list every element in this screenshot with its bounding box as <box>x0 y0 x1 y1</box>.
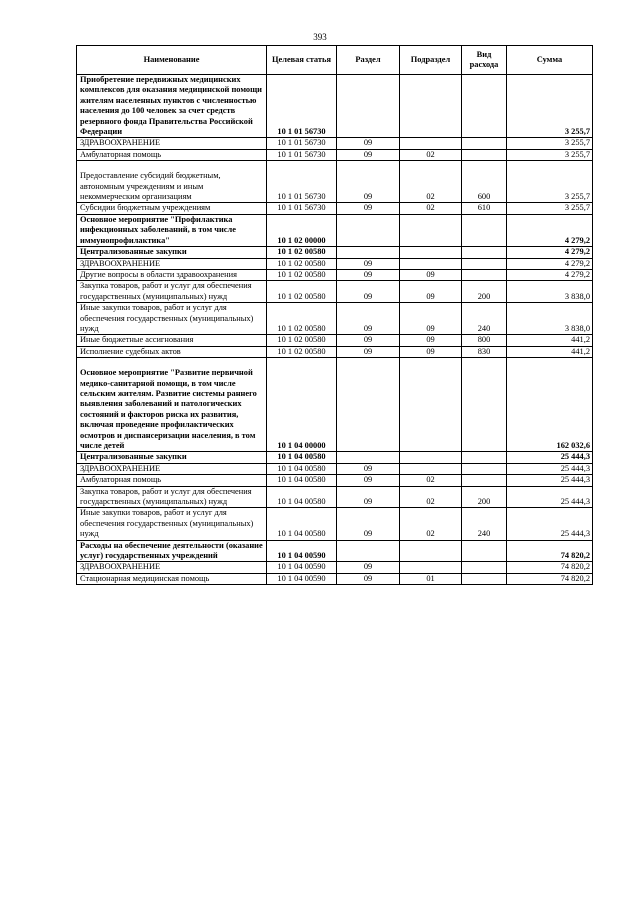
cell-name: ЗДРАВООХРАНЕНИЕ <box>77 258 267 269</box>
cell-name: Субсидии бюджетным учреждениям <box>77 203 267 214</box>
cell-code: 10 1 04 00580 <box>267 463 337 474</box>
table-row <box>77 161 593 203</box>
cell-expense-type: 240 <box>462 508 507 540</box>
cell-code: 10 1 04 00580 <box>267 475 337 486</box>
cell-name: Централизованные закупки <box>77 247 267 258</box>
cell-name: Другие вопросы в области здравоохранения <box>77 269 267 280</box>
table-row <box>77 463 593 474</box>
cell-amount: 4 279,2 <box>507 269 593 280</box>
table-body <box>77 75 593 585</box>
cell-amount: 4 279,2 <box>507 214 593 246</box>
header-name: Наименование <box>77 46 267 75</box>
cell-section: 09 <box>337 161 400 203</box>
header-subsection: Подраздел <box>400 46 462 75</box>
cell-section: 09 <box>337 463 400 474</box>
cell-subsection <box>400 358 462 452</box>
cell-amount: 3 255,7 <box>507 161 593 203</box>
page-number: 393 <box>313 32 327 42</box>
cell-code: 10 1 02 00580 <box>267 258 337 269</box>
cell-expense-type: 610 <box>462 203 507 214</box>
cell-subsection: 02 <box>400 508 462 540</box>
cell-section <box>337 247 400 258</box>
cell-amount: 4 279,2 <box>507 258 593 269</box>
cell-expense-type <box>462 463 507 474</box>
cell-expense-type <box>462 247 507 258</box>
cell-section: 09 <box>337 138 400 149</box>
table-row <box>77 138 593 149</box>
table-row <box>77 335 593 346</box>
cell-subsection: 09 <box>400 335 462 346</box>
cell-amount: 25 444,3 <box>507 475 593 486</box>
cell-subsection <box>400 540 462 562</box>
cell-name: Исполнение судебных актов <box>77 346 267 357</box>
cell-expense-type: 200 <box>462 486 507 508</box>
table-row <box>77 486 593 508</box>
cell-code: 10 1 02 00580 <box>267 247 337 258</box>
header-section: Раздел <box>337 46 400 75</box>
table-row <box>77 75 593 138</box>
table-row <box>77 149 593 160</box>
cell-expense-type: 800 <box>462 335 507 346</box>
cell-subsection: 02 <box>400 486 462 508</box>
cell-section <box>337 540 400 562</box>
cell-name: ЗДРАВООХРАНЕНИЕ <box>77 138 267 149</box>
header-row <box>77 46 593 75</box>
cell-name: Амбулаторная помощь <box>77 149 267 160</box>
cell-amount: 25 444,3 <box>507 463 593 474</box>
cell-code: 10 1 02 00580 <box>267 346 337 357</box>
cell-section: 09 <box>337 508 400 540</box>
cell-expense-type <box>462 269 507 280</box>
cell-amount: 25 444,3 <box>507 452 593 463</box>
cell-section: 09 <box>337 475 400 486</box>
cell-code: 10 1 04 00000 <box>267 358 337 452</box>
cell-expense-type <box>462 138 507 149</box>
header-expense-type: Вид расхода <box>462 46 507 75</box>
cell-expense-type <box>462 540 507 562</box>
cell-subsection: 09 <box>400 281 462 303</box>
cell-section: 09 <box>337 562 400 573</box>
cell-subsection: 02 <box>400 149 462 160</box>
cell-expense-type: 200 <box>462 281 507 303</box>
cell-section: 09 <box>337 486 400 508</box>
table-row <box>77 281 593 303</box>
cell-name: Амбулаторная помощь <box>77 475 267 486</box>
cell-amount: 4 279,2 <box>507 247 593 258</box>
cell-subsection: 09 <box>400 269 462 280</box>
cell-name: Предоставление субсидий бюджетным, автономным учреждениям и иным некоммерческим организациям <box>77 161 267 203</box>
table-row <box>77 269 593 280</box>
cell-code: 10 1 02 00580 <box>267 335 337 346</box>
cell-amount: 3 255,7 <box>507 138 593 149</box>
budget-table <box>76 45 593 585</box>
cell-expense-type <box>462 149 507 160</box>
cell-name: Иные бюджетные ассигнования <box>77 335 267 346</box>
cell-code: 10 1 01 56730 <box>267 75 337 138</box>
cell-name: Приобретение передвижных медицинских комплексов для оказания медицинской помощи жителям населенных пунктов с численностью населения до 100 человек за счет средств резервного фонда Правительства Российской Федерации <box>77 75 267 138</box>
cell-subsection <box>400 247 462 258</box>
cell-section: 09 <box>337 335 400 346</box>
cell-expense-type: 600 <box>462 161 507 203</box>
cell-section: 09 <box>337 203 400 214</box>
cell-subsection <box>400 138 462 149</box>
cell-section <box>337 358 400 452</box>
cell-amount: 3 838,0 <box>507 303 593 335</box>
table-row <box>77 258 593 269</box>
table-row <box>77 573 593 584</box>
cell-section <box>337 214 400 246</box>
cell-code: 10 1 01 56730 <box>267 161 337 203</box>
cell-name: ЗДРАВООХРАНЕНИЕ <box>77 562 267 573</box>
cell-code: 10 1 02 00000 <box>267 214 337 246</box>
cell-code: 10 1 02 00580 <box>267 303 337 335</box>
cell-section: 09 <box>337 281 400 303</box>
cell-amount: 441,2 <box>507 335 593 346</box>
cell-name: ЗДРАВООХРАНЕНИЕ <box>77 463 267 474</box>
cell-name: Иные закупки товаров, работ и услуг для обеспечения государственных (муниципальных) нужд <box>77 303 267 335</box>
cell-code: 10 1 02 00580 <box>267 281 337 303</box>
cell-name: Иные закупки товаров, работ и услуг для обеспечения государственных (муниципальных) нужд <box>77 508 267 540</box>
cell-subsection <box>400 258 462 269</box>
cell-section: 09 <box>337 149 400 160</box>
cell-expense-type <box>462 75 507 138</box>
cell-name: Расходы на обеспечение деятельности (оказание услуг) государственных учреждений <box>77 540 267 562</box>
cell-subsection <box>400 452 462 463</box>
table-row <box>77 346 593 357</box>
cell-code: 10 1 04 00580 <box>267 452 337 463</box>
cell-expense-type <box>462 214 507 246</box>
cell-section: 09 <box>337 303 400 335</box>
cell-subsection: 02 <box>400 161 462 203</box>
cell-section <box>337 452 400 463</box>
cell-code: 10 1 04 00580 <box>267 486 337 508</box>
cell-subsection: 02 <box>400 203 462 214</box>
cell-code: 10 1 02 00580 <box>267 269 337 280</box>
cell-code: 10 1 01 56730 <box>267 203 337 214</box>
cell-amount: 441,2 <box>507 346 593 357</box>
table-row <box>77 452 593 463</box>
cell-amount: 74 820,2 <box>507 540 593 562</box>
cell-amount: 3 255,7 <box>507 75 593 138</box>
header-amount: Сумма <box>507 46 593 75</box>
cell-amount: 25 444,3 <box>507 508 593 540</box>
cell-amount: 3 838,0 <box>507 281 593 303</box>
cell-section: 09 <box>337 258 400 269</box>
table-row <box>77 303 593 335</box>
cell-code: 10 1 01 56730 <box>267 138 337 149</box>
cell-amount: 74 820,2 <box>507 573 593 584</box>
cell-expense-type: 830 <box>462 346 507 357</box>
table-row <box>77 475 593 486</box>
cell-name: Стационарная медицинская помощь <box>77 573 267 584</box>
cell-name: Закупка товаров, работ и услуг для обеспечения государственных (муниципальных) нужд <box>77 281 267 303</box>
cell-subsection: 02 <box>400 475 462 486</box>
cell-section: 09 <box>337 346 400 357</box>
cell-code: 10 1 04 00590 <box>267 573 337 584</box>
cell-amount: 25 444,3 <box>507 486 593 508</box>
cell-expense-type <box>462 573 507 584</box>
cell-name: Централизованные закупки <box>77 452 267 463</box>
cell-section: 09 <box>337 269 400 280</box>
cell-subsection: 01 <box>400 573 462 584</box>
table-row <box>77 203 593 214</box>
cell-subsection <box>400 562 462 573</box>
cell-section: 09 <box>337 573 400 584</box>
cell-subsection: 09 <box>400 346 462 357</box>
cell-amount: 3 255,7 <box>507 149 593 160</box>
cell-subsection <box>400 463 462 474</box>
cell-expense-type <box>462 452 507 463</box>
header-code: Целевая статья <box>267 46 337 75</box>
cell-amount: 74 820,2 <box>507 562 593 573</box>
cell-subsection: 09 <box>400 303 462 335</box>
table-row <box>77 562 593 573</box>
cell-name: Основное мероприятие "Профилактика инфекционных заболеваний, в том числе иммунопрофилактика" <box>77 214 267 246</box>
table-row <box>77 358 593 452</box>
cell-code: 10 1 04 00590 <box>267 562 337 573</box>
cell-name: Закупка товаров, работ и услуг для обеспечения государственных (муниципальных) нужд <box>77 486 267 508</box>
cell-subsection <box>400 75 462 138</box>
cell-code: 10 1 04 00590 <box>267 540 337 562</box>
cell-section <box>337 75 400 138</box>
cell-amount: 162 032,6 <box>507 358 593 452</box>
cell-amount: 3 255,7 <box>507 203 593 214</box>
table-row <box>77 247 593 258</box>
cell-subsection <box>400 214 462 246</box>
table-row <box>77 540 593 562</box>
cell-expense-type <box>462 562 507 573</box>
cell-expense-type <box>462 358 507 452</box>
table-row <box>77 508 593 540</box>
cell-code: 10 1 01 56730 <box>267 149 337 160</box>
cell-code: 10 1 04 00580 <box>267 508 337 540</box>
cell-expense-type <box>462 258 507 269</box>
cell-expense-type: 240 <box>462 303 507 335</box>
cell-expense-type <box>462 475 507 486</box>
cell-name: Основное мероприятие "Развитие первичной медико-санитарной помощи, в том числе сельским жителям. Развитие системы раннего выявления заболеваний и патологических состояний и факторов риска их развития, включая проведение профилактических осмотров и диспансеризации населения, в том числе детей <box>77 358 267 452</box>
table-row <box>77 214 593 246</box>
